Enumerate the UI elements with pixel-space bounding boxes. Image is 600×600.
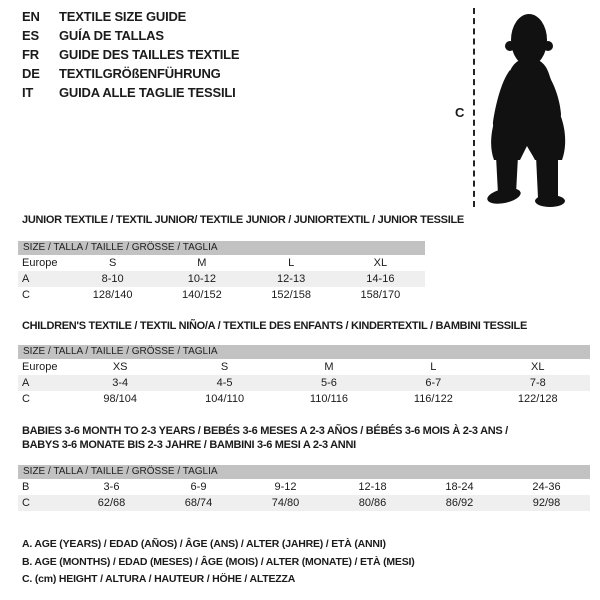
table-cell: 62/68 [97, 497, 126, 509]
legend-notes [22, 536, 415, 589]
table-cell: 6-7 [425, 377, 442, 389]
table-cell: 7-8 [529, 377, 546, 389]
baby-silhouette-icon [484, 8, 574, 208]
table-cell: 9-12 [274, 481, 297, 493]
language-row [22, 26, 239, 45]
language-code: IT [22, 85, 34, 100]
language-title-list [22, 7, 239, 102]
language-title: GUIDA ALLE TAGLIE TESSILI [59, 85, 236, 100]
table-cell: 80/86 [358, 497, 387, 509]
language-title: GUIDE DES TAILLES TEXTILE [59, 47, 240, 62]
table-cell: 5-6 [321, 377, 337, 389]
row-label: C [22, 289, 30, 301]
table-row [18, 375, 590, 391]
table-cell: S [220, 361, 229, 373]
table-cell: L [288, 257, 295, 269]
row-label: C [22, 393, 30, 405]
table-cell: 140/152 [181, 289, 222, 301]
table-cell: 104/110 [205, 393, 245, 405]
table-cell: 18-24 [445, 481, 474, 493]
table-cell: 74/80 [271, 497, 300, 509]
language-row [22, 83, 239, 102]
row-label: Europe [22, 361, 58, 373]
babies-table-title: BABIES 3-6 MONTH TO 2-3 YEARS / BEBÉS 3-6 MESES A 2-3 AÑOS / BÉBÉS 3-6 MOIS À 2-3 ANS / BABYS 3-6 MONATE BIS 2-3 JAHRE / BAMBINI 3-6 MESI A 2-3 ANNI [22, 425, 508, 451]
table-row [18, 255, 425, 271]
children-size-table [18, 345, 590, 407]
language-row [22, 7, 239, 26]
table-row [18, 391, 590, 407]
table-row [18, 495, 590, 511]
table-cell: 4-5 [216, 377, 233, 389]
height-measure-label: C [455, 105, 465, 120]
language-title: TEXTILGRÖßENFÜHRUNG [59, 66, 221, 81]
language-title: GUÍA DE TALLAS [59, 28, 164, 43]
table-cell: L [430, 361, 437, 373]
table-cell: 128/140 [92, 289, 133, 301]
table-cell: 24-36 [532, 481, 561, 493]
table-cell: 122/128 [517, 393, 558, 405]
table-cell: 86/92 [445, 497, 474, 509]
table-cell: 12-18 [358, 481, 387, 493]
table-cell: 6-9 [190, 481, 207, 493]
note-age-years: A. AGE (YEARS) / EDAD (AÑOS) / ÂGE (ANS) / ALTER (JAHRE) / ETÀ (ANNI) [22, 538, 386, 550]
size-header-bar: SIZE / TALLA / TAILLE / GRÖSSE / TAGLIA [18, 241, 425, 255]
language-code: EN [22, 9, 40, 24]
table-cell: 158/170 [360, 289, 401, 301]
language-code: FR [22, 47, 39, 62]
children-table-title: CHILDREN'S TEXTILE / TEXTIL NIÑO/A / TEXTILE DES ENFANTS / KINDERTEXTIL / BAMBINI TESSILE [22, 320, 527, 332]
table-cell: XS [112, 361, 128, 373]
table-cell: 14-16 [366, 273, 395, 285]
row-label: A [22, 273, 30, 285]
table-row [18, 359, 590, 375]
table-cell: 3-4 [112, 377, 129, 389]
table-cell: 8-10 [101, 273, 124, 285]
table-header-row [18, 345, 590, 359]
row-label: A [22, 377, 30, 389]
table-row [18, 287, 425, 303]
table-header-row [18, 465, 590, 479]
size-header-bar: SIZE / TALLA / TAILLE / GRÖSSE / TAGLIA [18, 465, 590, 479]
table-cell: 92/98 [532, 497, 561, 509]
row-label: B [22, 481, 30, 493]
language-code: DE [22, 66, 40, 81]
language-row [22, 45, 239, 64]
table-cell: XL [531, 361, 545, 373]
table-cell: XL [373, 257, 388, 269]
table-cell: 110/116 [309, 393, 349, 405]
note-height-cm: C. (cm) HEIGHT / ALTURA / HAUTEUR / HÖHE / ALTEZZA [22, 573, 296, 585]
table-cell: 3-6 [103, 481, 120, 493]
table-row [18, 271, 425, 287]
language-title: TEXTILE SIZE GUIDE [59, 9, 187, 24]
babies-size-table [18, 465, 590, 511]
table-cell: S [108, 257, 117, 269]
table-cell: M [324, 361, 334, 373]
table-cell: 12-13 [277, 273, 306, 285]
height-measure-dashed-line [473, 8, 475, 207]
junior-size-table [18, 241, 425, 303]
row-label: C [22, 497, 30, 509]
table-row [18, 479, 590, 495]
table-cell: 10-12 [187, 273, 216, 285]
table-cell: 68/74 [184, 497, 213, 509]
note-age-months: B. AGE (MONTHS) / EDAD (MESES) / ÂGE (MOIS) / ALTER (MONATE) / ETÀ (MESI) [22, 555, 415, 568]
table-cell: 152/158 [271, 289, 311, 301]
table-header-row [18, 241, 425, 255]
table-cell: M [197, 257, 207, 269]
table-cell: 116/122 [413, 393, 453, 405]
junior-table-title: JUNIOR TEXTILE / TEXTIL JUNIOR/ TEXTILE JUNIOR / JUNIORTEXTIL / JUNIOR TESSILE [22, 214, 464, 226]
size-header-bar: SIZE / TALLA / TAILLE / GRÖSSE / TAGLIA [18, 345, 590, 359]
row-label: Europe [22, 257, 58, 269]
language-row [22, 64, 239, 83]
language-code: ES [22, 28, 39, 43]
table-cell: 98/104 [103, 393, 138, 405]
